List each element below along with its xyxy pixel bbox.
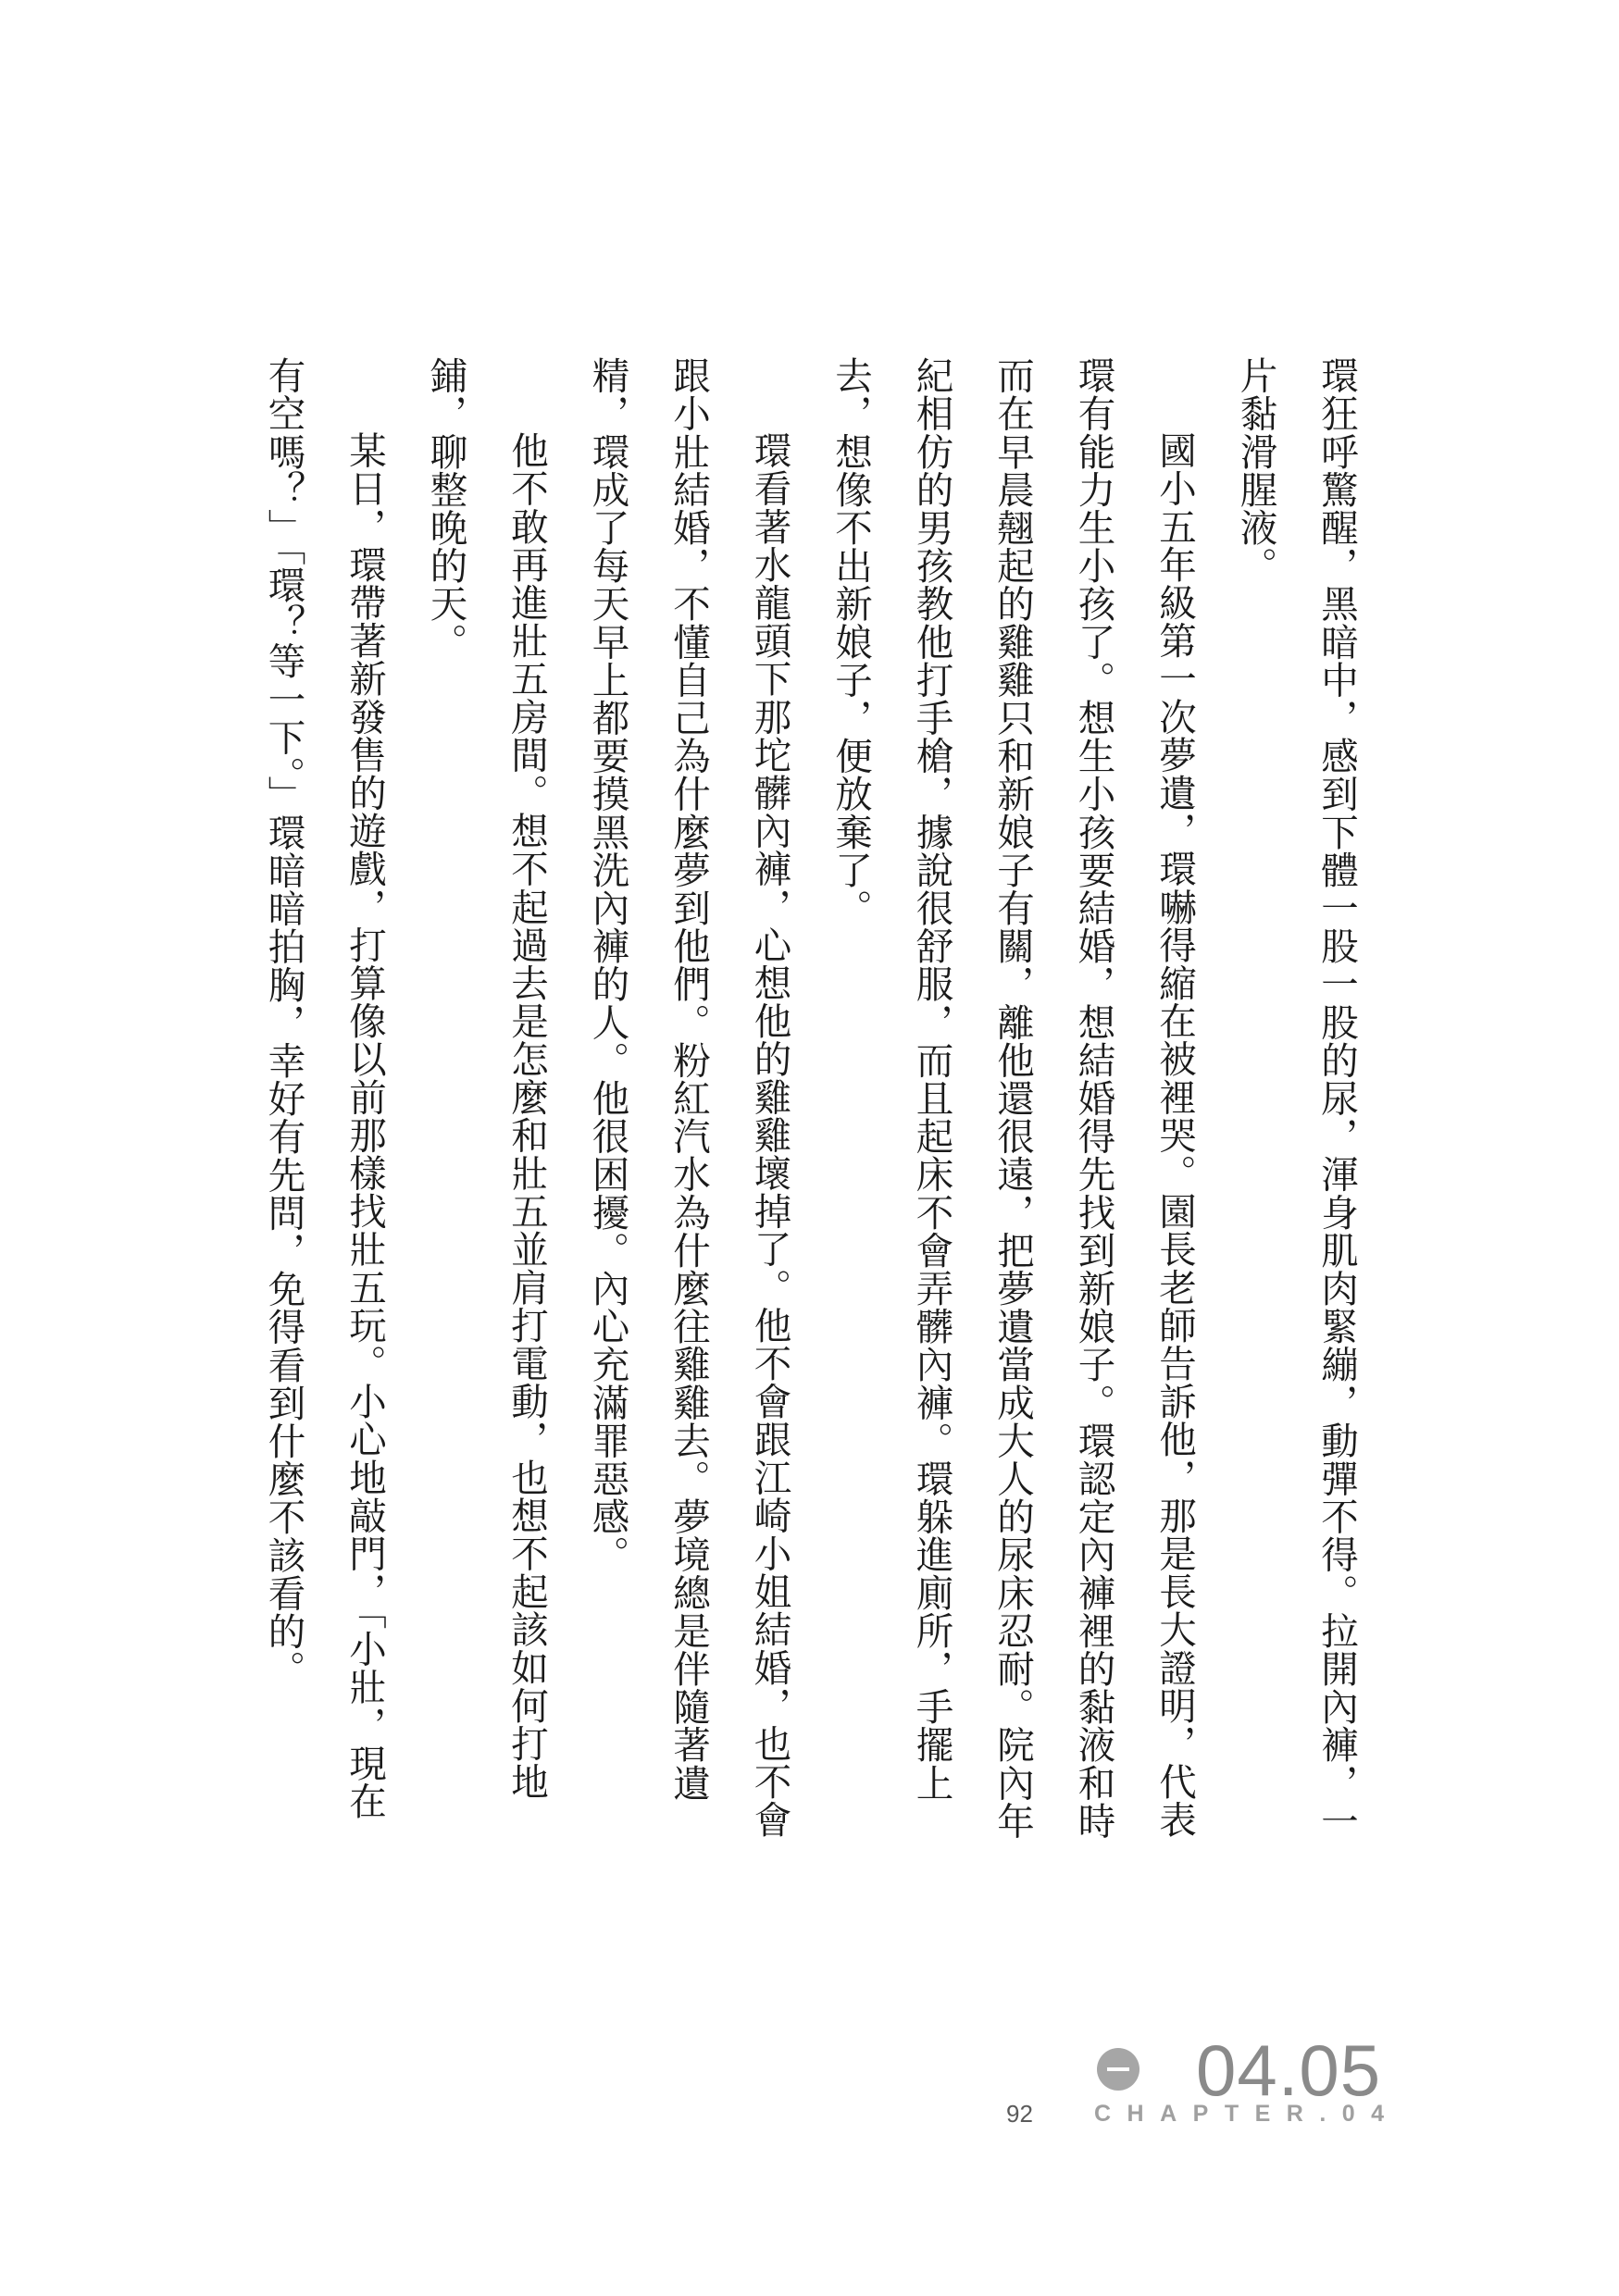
chapter-label: CHAPTER.04 <box>1094 2101 1401 2127</box>
paragraph-1: 環狂呼驚醒，黑暗中，感到下體一股一股的尿，渾身肌肉緊繃，動彈不得。拉開內褲，一片黏滑腥液。 <box>1233 356 1359 1840</box>
chapter-minus-icon <box>1097 2048 1140 2091</box>
paragraph-5: 某日，環帶著新發售的遊戲，打算像以前那樣找壯五玩。小心地敲門，「小壯，現在有空嗎？」「環？等一下。」環暗暗拍胸，幸好有先問，免得看到什麼不該看的。 <box>261 356 387 1820</box>
paragraph-4: 他不敢再進壯五房間。想不起過去是怎麼和壯五並肩打電動，也想不起該如何打地鋪，聊整晚的天。 <box>423 356 549 1801</box>
page-number: 92 <box>1006 2100 1033 2128</box>
paragraph-2: 國小五年級第一次夢遺，環嚇得縮在被裡哭。園長老師告訴他，那是長大證明，代表環有能力生小孩了。想生小孩要結婚，想結婚得先找到新娘子。環認定內褲裡的黏液和時而在早晨翹起的雞雞只和新娘子有關，離他還很遠，把夢遺當成大人的尿床忍耐。院內年紀相仿的男孩教他打手槍，據說很舒服，而且起床不會弄髒內褲。環躲進廁所，手擺上去，想像不出新娘子，便放棄了。 <box>828 356 1197 1840</box>
paragraph-3: 環看著水龍頭下那坨髒內褲，心想他的雞雞壞掉了。他不會跟江崎小姐結婚，也不會跟小壯結婚，不懂自己為什麼夢到他們。粉紅汽水為什麼往雞雞去。夢境總是伴隨著遺精，環成了每天早上都要摸黑洗內褲的人。他很困擾。內心充滿罪惡感。 <box>585 356 792 1839</box>
body-text <box>243 356 1376 1855</box>
chapter-section-number: 04.05 <box>1196 2029 1382 2111</box>
